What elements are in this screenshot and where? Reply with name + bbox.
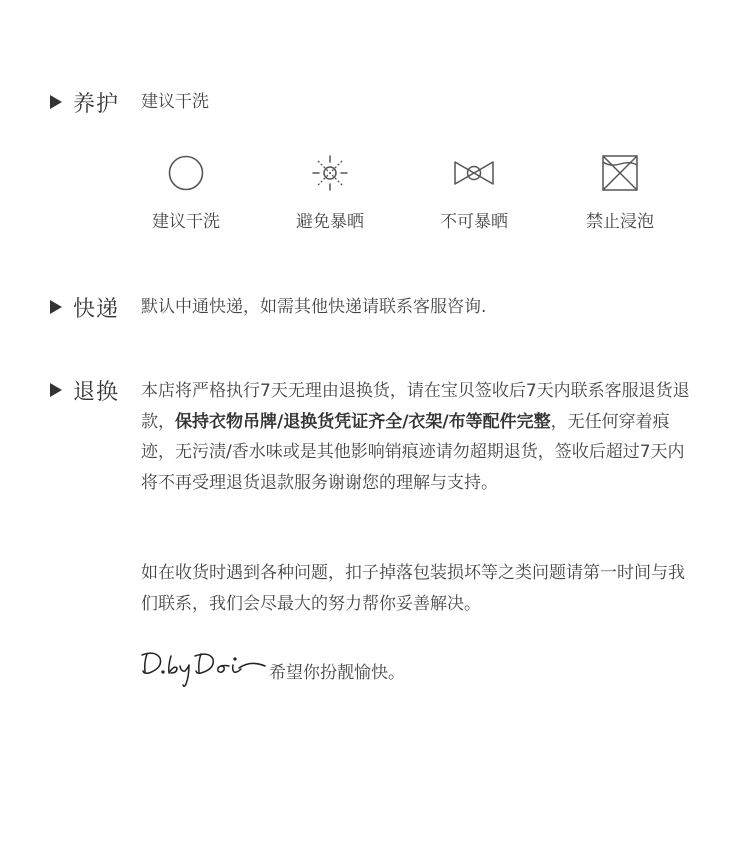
triangle-bullet-icon (50, 300, 62, 314)
care-item-label: 不可暴晒 (440, 212, 508, 232)
signature-logo (141, 648, 267, 692)
care-item-label: 建议干洗 (152, 212, 220, 232)
care-item (270, 153, 390, 232)
signature-row (141, 648, 405, 692)
care-icons-row (148, 153, 678, 233)
care-item-label: 避免暴晒 (296, 212, 364, 232)
care-title: 养护 (73, 91, 120, 117)
returns-policy-text-2: ，无任何穿着痕迹，无污渍/香水味或是其他影响销痕迹请勿超期退货，签收后超过7天内将不再受理退货退款服务谢谢您的理解与支持。 (141, 411, 685, 493)
care-heading (50, 87, 119, 117)
returns-section (50, 375, 700, 705)
shipping-heading (50, 292, 119, 322)
triangle-bullet-icon (50, 383, 62, 397)
returns-policy-paragraph (141, 376, 701, 498)
shipping-section (50, 292, 700, 324)
circle-dry-clean-icon (166, 153, 206, 193)
care-summary: 建议干洗 (141, 92, 209, 112)
returns-heading (50, 375, 119, 405)
triangle-bullet-icon (50, 95, 62, 109)
shipping-title: 快递 (73, 296, 120, 322)
care-section (50, 87, 700, 247)
no-soak-icon (600, 153, 640, 193)
returns-issue-paragraph: 如在收货时遇到各种问题，扣子掉落包装损坏等之类问题请第一时间与我们联系，我们会尽最大的努力帮你妥善解决。 (141, 563, 685, 614)
returns-policy-bold: 保持衣物吊牌/退换货凭证齐全/衣架/布等配件完整 (175, 411, 551, 432)
shipping-text: 默认中通快递，如需其他快递请联系客服咨询. (141, 297, 487, 317)
care-item (414, 153, 534, 232)
closing-text: 希望你扮靓愉快。 (269, 662, 405, 683)
returns-policy-text: 本店将严格执行7天无理由退换货，请在宝贝签收后7天内联系客服退货退款， (141, 381, 690, 432)
no-tumble-icon (452, 153, 496, 193)
no-sun-icon (310, 153, 350, 193)
care-item (126, 153, 246, 232)
care-item (560, 153, 680, 232)
care-item-label: 禁止浸泡 (586, 212, 654, 232)
returns-title: 退换 (73, 379, 120, 405)
